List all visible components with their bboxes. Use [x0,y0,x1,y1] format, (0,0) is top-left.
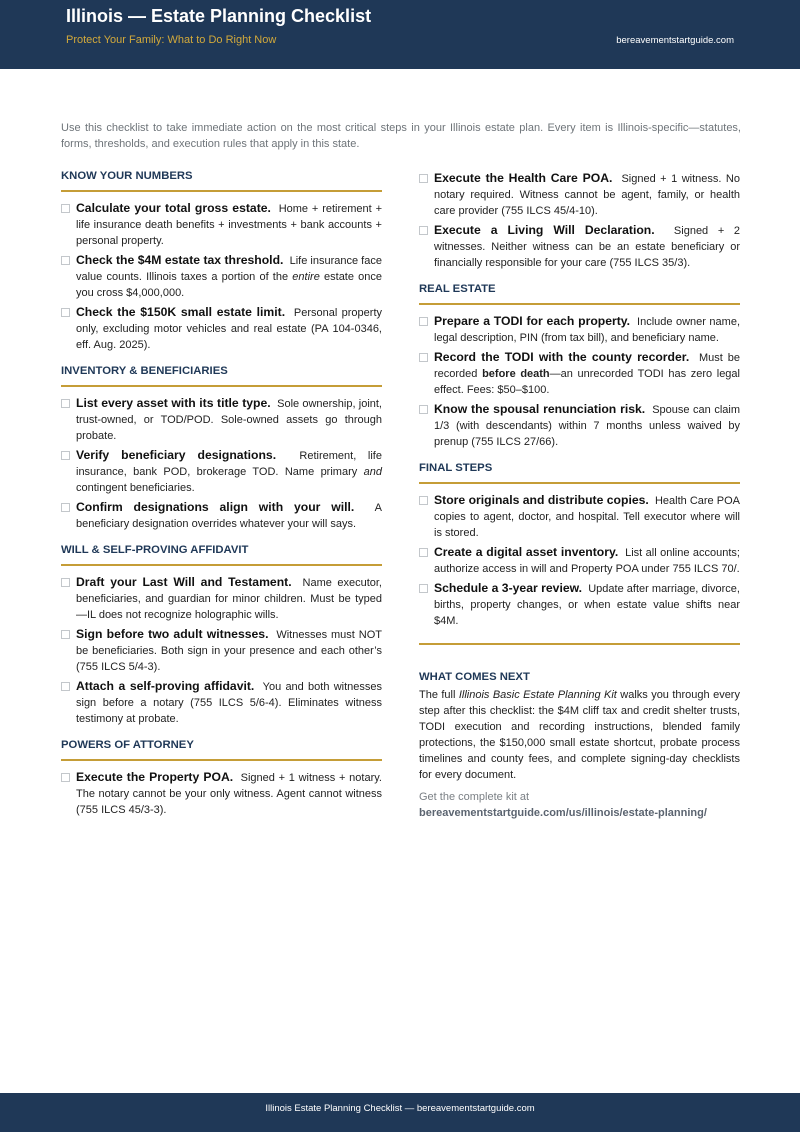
checklist-item [419,580,740,629]
item-body: Signed + 2 witnesses. Neither witness can be an estate beneficiary or financially responsible for your care (755 ILCS 35/3). [434,225,740,269]
checklist-item [419,222,740,271]
checklist-item [61,200,382,249]
item-lead: Verify beneficiary designations. [76,448,277,462]
checkbox[interactable] [61,630,70,639]
checklist-item [61,574,382,623]
next-body-text: walks you through every step after this checklist: the $4M cliff tax and credit shelter trusts, TODI execution and recording instructions, blended family protections, the $150,000 small estate shortcut, probate process timelines and county fees, and complete signing-day checklists for every document. [419,689,740,781]
item-lead: Execute a Living Will Declaration. [434,223,655,237]
item-lead: Calculate your total gross estate. [76,201,271,215]
checkbox[interactable] [61,256,70,265]
item-lead: Check the $150K small estate limit. [76,305,286,319]
left-column [61,170,382,821]
page-subtitle: Protect Your Family: What to Do Right Now [66,34,277,46]
checklist-item [61,304,382,353]
item-lead: Schedule a 3-year review. [434,581,583,595]
item-body: A beneficiary designation overrides whatever your will says. [76,502,382,530]
checklist-group [61,395,382,532]
checkbox[interactable] [419,317,428,326]
checklist-item [419,313,740,346]
next-body [419,687,740,783]
checklist-item [419,492,740,541]
checklist-group [419,170,740,271]
kit-name: Illinois Basic Estate Planning Kit [458,689,617,701]
checklist-group [419,313,740,450]
checklist-item [61,678,382,727]
item-body: Must be recorded [434,352,740,380]
checklist-group [61,200,382,353]
item-body: contingent beneficiaries. [76,482,195,494]
item-body: Personal property only, excluding motor vehicles and real estate (PA 104-0346, eff. Aug. 2025). [76,307,382,351]
item-lead: Prepare a TODI for each property. [434,314,631,328]
item-body: Signed + 1 witness + notary. The notary cannot be your only witness. Agent cannot witness (755 ILCS 45/3-3). [76,772,382,816]
item-body: Life insurance face value counts. Illinois taxes a portion of the [76,255,382,283]
checkbox[interactable] [61,773,70,782]
item-lead: Confirm designations align with your will. [76,500,355,514]
checklist-item [61,447,382,496]
item-lead: Know the spousal renunciation risk. [434,402,646,416]
item-body: Include owner name, legal description, PIN (from tax bill), and beneficiary name. [434,316,740,344]
item-emphasis: and [363,466,382,478]
section-title: FINAL STEPS [419,462,740,484]
checkbox[interactable] [61,399,70,408]
checkbox[interactable] [61,503,70,512]
checkbox[interactable] [419,405,428,414]
item-body: estate once you cross $4,000,000. [76,271,383,299]
item-lead: Sign before two adult witnesses. [76,627,269,641]
item-lead: Check the $4M estate tax threshold. [76,253,284,267]
section-title: INVENTORY & BENEFICIARIES [61,365,382,387]
page-header [0,0,800,69]
checklist-item [61,395,382,444]
checklist-item [61,499,382,532]
checkbox[interactable] [61,451,70,460]
next-title: WHAT COMES NEXT [419,671,530,683]
checklist-group [61,574,382,727]
next-cta: Get the complete kit at [419,791,530,803]
checklist-group [419,492,740,629]
item-lead: List every asset with its title type. [76,396,271,410]
item-lead: Store originals and distribute copies. [434,493,649,507]
checkbox[interactable] [419,226,428,235]
section-title: POWERS OF ATTORNEY [61,739,382,761]
item-lead: Execute the Health Care POA. [434,171,613,185]
item-strong: before death [482,368,550,380]
item-body: Home + retirement + life insurance death benefits + investments + bank accounts + personal property. [76,203,382,247]
item-lead: Attach a self-proving affidavit. [76,679,255,693]
checkbox[interactable] [419,174,428,183]
checkbox[interactable] [419,353,428,362]
checklist-item [61,252,382,301]
checklist-group [61,769,382,818]
checkbox[interactable] [419,548,428,557]
item-body: Name executor, beneficiaries, and guardian for minor children. Must be typed—IL does not recognize holographic wills. [76,577,382,621]
item-emphasis: entire [292,271,320,283]
item-lead: Execute the Property POA. [76,770,234,784]
checkbox[interactable] [61,682,70,691]
section-title: KNOW YOUR NUMBERS [61,170,382,192]
checklist-item [61,626,382,675]
divider [419,643,740,645]
intro-text: Use this checklist to take immediate action on the most critical steps in your Illinois estate plan. Every item is Illinois-specific—statutes, forms, thresholds, and execution rules that apply in this state. [61,122,741,150]
page-footer [0,1093,800,1132]
item-lead: Create a digital asset inventory. [434,545,619,559]
section-title: WILL & SELF-PROVING AFFIDAVIT [61,544,382,566]
checkbox[interactable] [61,308,70,317]
checkbox[interactable] [61,204,70,213]
checkbox[interactable] [419,584,428,593]
item-body: —an unrecorded TODI has zero legal effect. Fees: $50–$100. [434,368,740,396]
item-body: You and both witnesses sign before a notary (755 ILCS 5/6-4). Eliminates witness testimony at probate. [76,681,383,725]
checklist-item [61,769,382,818]
right-column [419,170,740,821]
item-body: Retirement, life insurance, bank POD, brokerage TOD. Name primary [76,450,382,478]
next-body-text: The full [419,689,456,701]
checklist-item [419,401,740,450]
page-title: Illinois — Estate Planning Checklist [66,6,372,26]
checklist-item [419,349,740,398]
checklist-item [419,170,740,219]
item-body: List all online accounts; authorize access in will and Property POA under 755 ILCS 70/. [434,547,740,575]
item-body: Witnesses must NOT be beneficiaries. Both sign in your presence and each other’s (755 ILCS 5/4-3). [76,629,382,673]
checkbox[interactable] [419,496,428,505]
item-body: Health Care POA copies to agent, doctor, and hospital. Tell executor where will is stored. [434,495,740,539]
checkbox[interactable] [61,578,70,587]
item-lead: Record the TODI with the county recorder. [434,350,690,364]
header-site-link[interactable]: bereavementstartguide.com [616,35,734,46]
item-body: Spouse can claim 1/3 (with descendants) within 7 months unless waived by prenup (755 ILCS 27/66). [434,404,740,448]
item-body: Signed + 1 witness. No notary required. Witness cannot be agent, family, or health care provider (755 ILCS 45/4-10). [434,173,740,217]
item-body: Update after marriage, divorce, births, property changes, or when estate value shifts near $4M. [434,583,740,627]
kit-link[interactable]: bereavementstartguide.com/us/illinois/estate-planning/ [419,807,707,819]
item-lead: Draft your Last Will and Testament. [76,575,292,589]
item-body: Sole ownership, joint, trust-owned, or TOD/POD. Sole-owned assets go through probate. [76,398,382,442]
section-title: REAL ESTATE [419,283,740,305]
footer-text: Illinois Estate Planning Checklist — bereavementstartguide.com [265,1103,535,1114]
checklist-item [419,544,740,577]
